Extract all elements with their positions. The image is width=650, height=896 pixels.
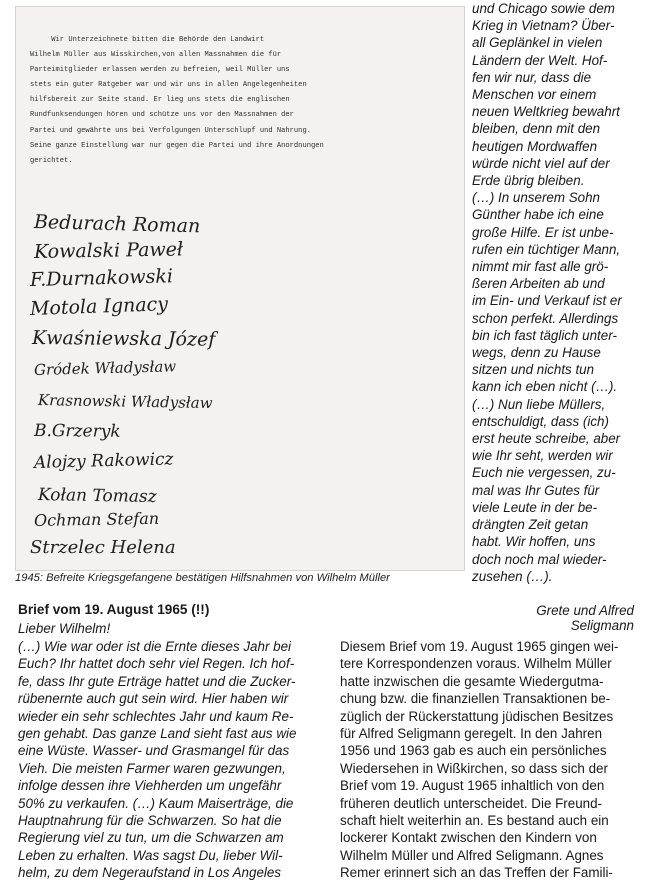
text-line: wegs, denn zu Hause <box>472 345 601 361</box>
text-line: neuen Weltkrieg bewahrt <box>472 104 620 120</box>
text-line: gen gehabt. Das ganze Land sieht fast aus wie <box>18 726 297 742</box>
text-line: drängten Zeit getan <box>472 517 589 533</box>
signature: Bedurach Roman <box>33 211 201 238</box>
text-line: tere Korrespondenzen voraus. Wilhelm Müller <box>340 656 612 672</box>
signature: Alojzy Rakowicz <box>33 449 174 473</box>
typed-line: Wilhelm Müller aus Wisskirchen,von allen Massnahmen die für <box>30 51 282 60</box>
text-line: Vieh. Die meisten Farmer waren gezwungen, <box>18 760 286 776</box>
text-line: Euch nie vergessen, zu- <box>472 465 616 481</box>
photo-caption: 1945: Befreite Kriegsgefangene bestätigen Hilfsnahmen von Wilhelm Müller <box>15 572 390 584</box>
text-line: chung bzw. die finanziellen Transaktionen be- <box>340 691 611 707</box>
text-line: schaft hielt weiterhin an. Es bestand auch ein <box>340 813 609 829</box>
text-line: heutigen Mordwaffen <box>472 138 598 154</box>
text-line: wieder ein sehr schlechtes Jahr und kaum Re- <box>18 708 294 724</box>
signature: Kołan Tomasz <box>37 485 157 508</box>
signature: Ochman Stefan <box>33 508 160 530</box>
signature: F.Durnakowski <box>29 265 174 291</box>
text-line: schon perfekt. Allerdings <box>472 310 619 326</box>
signature: Kowalski Paweł <box>33 238 184 263</box>
text-line: Diesem Brief vom 19. August 1965 gingen wei- <box>340 639 619 654</box>
text-line: Ländern der Welt. Hof- <box>472 52 608 68</box>
text-line: rübenernte auch gut sein wird. Hier haben wir <box>18 691 289 707</box>
typed-line: Parteimitglieder erlassen werden zu befreien, weil Müller uns <box>30 66 290 75</box>
typed-line: Wir Unterzeichnete bitten die Behörde den Landwirt <box>30 36 265 44</box>
letter-body <box>18 638 320 882</box>
text-line: rufen ein tüchtiger Mann, <box>472 241 621 257</box>
text-line: Remer erinnert sich an das Treffen der Famili- <box>340 865 613 881</box>
text-line: Krieg in Vietnam? Über- <box>472 18 615 34</box>
typed-line: gerichtet. <box>30 156 73 165</box>
text-line: wie Ihr seht, werden wir <box>472 448 613 464</box>
text-line: Brief vom 19. August 1965 inhaltlich von den <box>340 778 605 794</box>
text-line: Euch? Ihr hattet doch sehr viel Regen. Ich hof- <box>18 656 295 672</box>
text-line: im Ein- und Verkauf ist er <box>472 293 622 309</box>
text-line: (…) Wie war oder ist die Ernte dieses Jahr bei <box>18 639 292 654</box>
text-line: infolge dessen ihre Viehherden um ungefähr <box>18 778 282 794</box>
signature: Krasnowski Władysław <box>37 391 213 413</box>
text-line: bin ich fast täglich unter- <box>472 327 617 343</box>
article-body <box>340 638 636 882</box>
handwritten-signatures <box>16 211 465 561</box>
letter-greeting: Lieber Wilhelm! <box>18 621 111 636</box>
text-line: züglich der Rückerstattung jüdischen Besitzes <box>340 708 614 724</box>
text-line: und Chicago sowie dem <box>472 1 615 16</box>
text-line: Leben zu erhalten. Was sagst Du, lieber Wil- <box>18 847 283 863</box>
text-line: früheren deutlich unterscheidet. Die Freund- <box>340 795 603 811</box>
text-line: Günther habe ich eine <box>472 207 604 223</box>
text-line: erst heute schreibe, aber <box>472 431 621 447</box>
text-line: kann ich eben nicht (…). <box>472 379 618 395</box>
text-line: doch noch mal wieder- <box>472 551 607 567</box>
text-line: eine Wüste. Wasser- und Grasmangel für das <box>18 743 290 759</box>
text-line: für Alfred Seligmann geregelt. In den Jahren <box>340 726 603 742</box>
text-line: mal was Ihr Gutes für <box>472 482 600 498</box>
text-line: große Hilfe. Er ist unbe- <box>472 224 614 240</box>
text-line: hatte inzwischen die gesamte Wiedergutma- <box>340 673 604 689</box>
text-line: all Geplänkel in vielen <box>472 35 603 51</box>
text-line: Erde übrig bleiben. <box>472 173 585 189</box>
letter-heading: Brief vom 19. August 1965 (!!) <box>18 602 210 617</box>
text-line: nimmt mir fast alle grö- <box>472 259 609 275</box>
signature: B.Grzeryk <box>33 421 121 442</box>
text-line: zusehen (…). <box>472 568 553 584</box>
text-line: helm, zu dem Negeraufstand in Los Angeles <box>18 865 282 881</box>
text-line: 1956 und 1963 gab es auch ein persönliches <box>340 743 607 759</box>
typed-line: stets ein guter Ratgeber war und wir uns in allen Angelegenheiten <box>30 81 307 90</box>
typed-line: Partei und gewährte uns bei Verfolgungen Unterschlupf und Nahrung. <box>30 126 311 135</box>
text-line: Regierung viel zu tun, um die Schwarzen am <box>18 830 284 846</box>
text-line: 50% zu verkaufen. (…) Kaum Maiserträge, die <box>18 795 294 811</box>
signature: Gródek Władysław <box>33 357 177 379</box>
text-line: Wiedersehen in Wißkirchen, so dass sich der <box>340 760 608 776</box>
typed-line: Rundfunksendungen hören und schütze uns vor den Massnahmen der <box>30 111 294 120</box>
text-line: (…) Nun liebe Müllers, <box>472 396 606 412</box>
text-line: würde nicht viel auf der <box>472 155 610 171</box>
right-column-text <box>472 0 634 585</box>
text-line: sitzen und nichts tun <box>472 362 595 378</box>
text-line: Hauptnahrung für die Schwarzen. So hat die <box>18 813 282 829</box>
text-line: (…) In unserem Sohn <box>472 190 601 206</box>
text-line: lockerer Kontakt zwischen den Kindern von <box>340 830 597 846</box>
text-line: Wilhelm Müller und Alfred Seligmann. Agnes <box>340 847 604 863</box>
text-line: Menschen vor einem <box>472 87 597 103</box>
text-line: ßeren Arbeiten ab und <box>472 276 605 292</box>
text-line: entschuldigt, dass (ich) <box>472 413 609 429</box>
signature: Kwaśniewska Józef <box>31 327 216 351</box>
letter-signature: Grete und Alfred Seligmann <box>536 603 634 633</box>
document-photo <box>15 6 465 571</box>
text-line: bleiben, denn mit den <box>472 121 601 137</box>
text-line: habt. Wir hoffen, uns <box>472 534 596 550</box>
text-line: fe, dass Ihr gute Erträge hattet und die Zucker- <box>18 673 296 689</box>
typed-line: hilfsbereit zur Seite stand. Er lieg uns stets die englischen <box>30 96 290 105</box>
typed-line: Seine ganze Einstellung war nur gegen die Partei und ihre Anordnungen <box>30 141 324 150</box>
signature: Motola Ignacy <box>29 293 169 320</box>
signature: Strzelec Helena <box>30 537 176 558</box>
text-line: fen wir nur, dass die <box>472 69 592 85</box>
text-line: viele Leute in der be- <box>472 499 598 515</box>
typed-letter <box>30 33 460 169</box>
